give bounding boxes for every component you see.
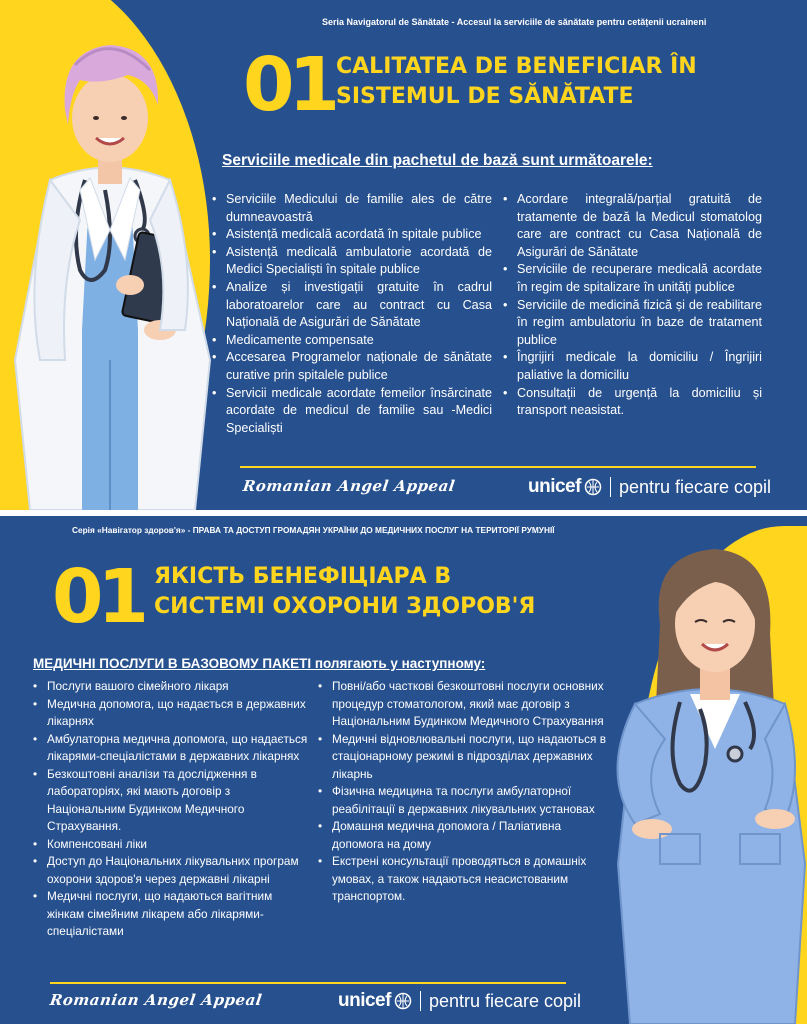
list-item: • Домашня медична допомога / Паліативна допомога на дому	[318, 818, 610, 853]
series-header: Seria Navigatorul de Sănătate - Accesul la serviciile de sănătate pentru cetățenii ucraineni	[322, 17, 707, 27]
unicef-tagline: pentru fiecare copil	[428, 990, 582, 1011]
unicef-logo	[528, 476, 771, 498]
logo-separator	[610, 477, 611, 497]
title-line: ЯКІСТЬ БЕНЕФІЦІАРА В	[154, 564, 452, 589]
doctor-illustration	[10, 30, 225, 510]
services-list-right	[318, 678, 610, 906]
list-item: • Îngrijiri medicale la domiciliu / Îngrijiri paliative la domiciliu	[503, 349, 762, 384]
unicef-tagline: pentru fiecare copil	[618, 476, 772, 497]
list-item: • Analize și investigații gratuite în cadrul laboratoarelor care au contract cu Casa Națională de Asigurări de Sănătate	[212, 279, 492, 332]
list-item: • Acordare integrală/parțial gratuită de tratamente de bază la Medicul stomatolog care are contract cu Casa Națională de Asigurări de Sănătate	[503, 191, 762, 261]
romanian-angel-appeal-logo: Romanian Angel Appeal	[48, 991, 264, 1009]
logo-separator	[420, 991, 421, 1011]
list-item: • Serviciile Medicului de familie ales de către dumneavoastră	[212, 191, 492, 226]
title-line: СИСТЕМІ ОХОРОНИ ЗДОРОВ'Я	[154, 593, 536, 619]
services-list-left	[212, 191, 492, 437]
list-item: • Компенсовані ліки	[33, 836, 311, 854]
list-item: • Serviciile de medicină fizică și de reabilitare în regim ambulatoriu în baze de tratament publice	[503, 297, 762, 350]
list-item: • Фізична медицина та послуги амбулаторної реабілітації в державних лікувальних установах	[318, 783, 610, 818]
unicef-globe-icon	[394, 992, 412, 1010]
footer-divider	[50, 982, 566, 984]
list-item: • Послуги вашого сімейного лікаря	[33, 678, 311, 696]
romanian-panel	[0, 0, 807, 510]
list-item: • Accesarea Programelor naționale de sănătate curative prin spitalele publice	[212, 349, 492, 384]
nurse-illustration	[580, 534, 807, 1024]
footer-divider	[240, 466, 756, 468]
list-item: • Повні/або часткові безкоштовні послуги основних процедур стоматологом, який має договір з Національним Будинком Медичного Страхування	[318, 678, 610, 731]
page-title	[154, 562, 535, 621]
unicef-wordmark: unicef	[338, 990, 391, 1011]
list-item: • Безкоштовні аналізи та дослідження в лабораторіях, які мають договір з Національним Будинком Медичного Страхування.	[33, 766, 311, 836]
romanian-angel-appeal-logo: Romanian Angel Appeal	[241, 477, 457, 495]
section-number: 01	[243, 42, 334, 128]
list-item: • Serviciile de recuperare medicală acordate în regim de spitalizare în unități publice	[503, 261, 762, 296]
list-item: • Доступ до Національних лікувальних програм охорони здоров'я через державні лікарні	[33, 853, 311, 888]
unicef-globe-icon	[584, 478, 602, 496]
list-item: • Екстрені консультації проводяться в домашніх умовах, а також надаються неасистованим транспортом.	[318, 853, 610, 906]
services-subheading: Serviciile medicale din pachetul de bază sunt următoarele:	[222, 152, 653, 169]
section-number: 01	[52, 554, 143, 640]
list-item: • Servicii medicale acordate femeilor însărcinate acordate de medicul de familie sau -Medici Specialiști	[212, 385, 492, 438]
unicef-wordmark: unicef	[528, 476, 581, 497]
list-item: • Consultații de urgență la domiciliu și transport neasistat.	[503, 385, 762, 420]
services-list-right	[503, 191, 762, 420]
list-item: • Амбулаторна медична допомога, що надається лікарями-спеціалістами в державних лікарнях	[33, 731, 311, 766]
ukrainian-panel	[0, 516, 807, 1024]
services-subheading: МЕДИЧНІ ПОСЛУГИ В БАЗОВОМУ ПАКЕТІ полягають у наступному:	[33, 656, 486, 671]
title-line: SISTEMUL DE SĂNĂTATE	[336, 83, 634, 109]
services-list-left	[33, 678, 311, 941]
list-item: • Медична допомога, що надається в державних лікарнях	[33, 696, 311, 731]
list-item: • Medicamente compensate	[212, 332, 492, 350]
unicef-logo	[338, 990, 581, 1012]
series-header: Серія «Навігатор здоров'я» - ПРАВА ТА ДОСТУП ГРОМАДЯН УКРАЇНИ ДО МЕДИЧНИХ ПОСЛУГ НА ТЕРИТОРІЇ РУМУНІЇ	[72, 525, 555, 535]
list-item: • Asistență medicală ambulatorie acordată de Medici Specialiști în spitale publice	[212, 244, 492, 279]
page-title	[336, 52, 697, 111]
list-item: • Медичні відновлювальні послуги, що надаються в стаціонарному режимі в підрозділах державних лікарнь	[318, 731, 610, 784]
list-item: • Медичні послуги, що надаються вагітним жінкам сімейним лікарем або лікарями-спеціалістами	[33, 888, 311, 941]
list-item: • Asistență medicală acordată în spitale publice	[212, 226, 492, 244]
title-line: CALITATEA DE BENEFICIAR ÎN	[336, 54, 697, 79]
